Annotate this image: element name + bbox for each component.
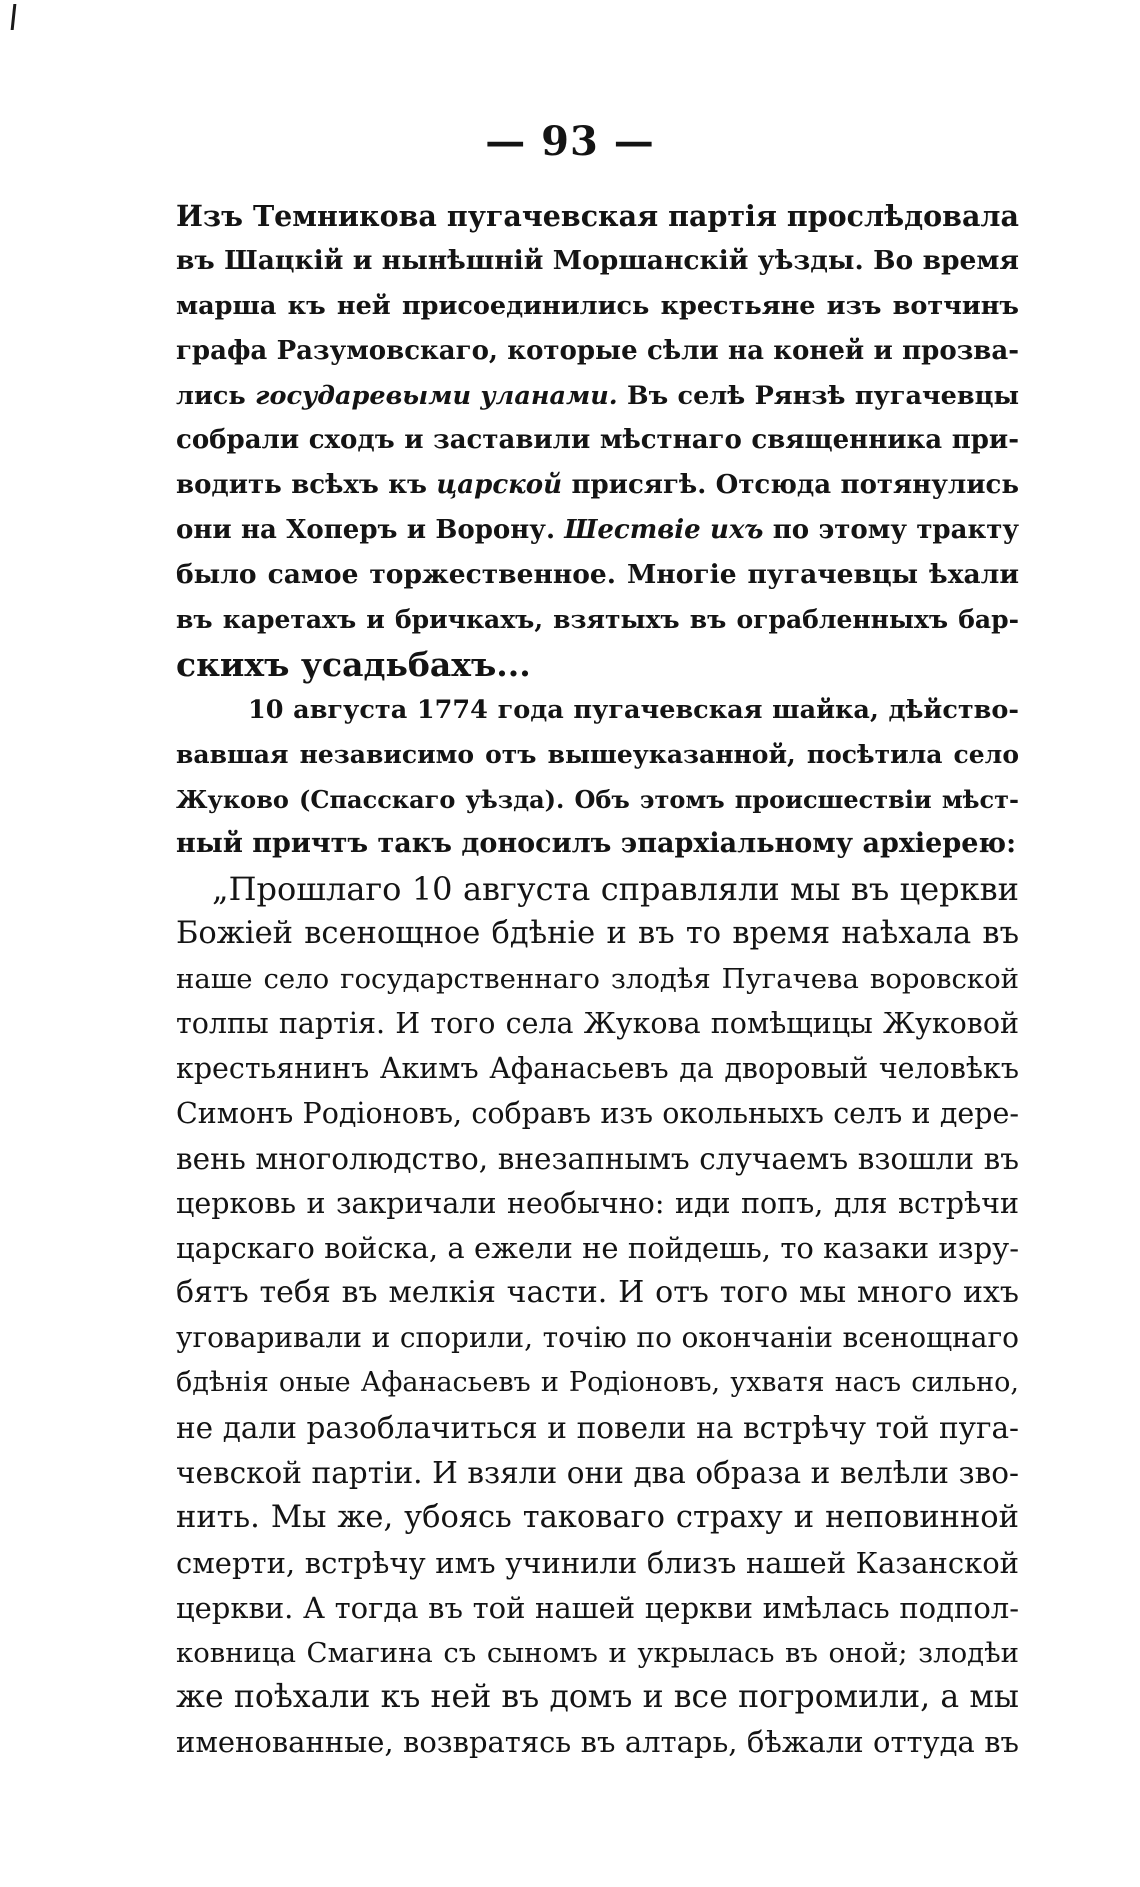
italic-text: Шествіе ихъ (564, 515, 764, 546)
text-segment: въ Шацкій и нынѣшній Моршанскій уѣзды. Во время (176, 244, 1019, 276)
text-line (176, 1182, 1019, 1227)
text-segment: наше село государственнаго злодѣя Пугачева воровской (176, 963, 1019, 996)
text-line (176, 1137, 1019, 1182)
text-line (176, 1496, 1019, 1541)
text-segment: толпы партія. И того села Жукова помѣщицы Жуковой (176, 1007, 1019, 1041)
text-line (176, 1451, 1019, 1496)
page-number: — 93 — (485, 118, 655, 165)
text-segment: скихъ усадьбахъ... (176, 644, 531, 684)
text-line (176, 957, 1019, 1002)
text-segment: чевской партіи. И взяли они два образа и велѣли зво- (176, 1455, 1019, 1490)
text-line (176, 643, 1019, 688)
text-segment: крестьянинъ Акимъ Афанасьевъ да дворовый человѣкъ (176, 1051, 1019, 1085)
text-segment: „Прошлаго 10 августа справляли мы въ церкви (212, 870, 1019, 909)
text-line (176, 284, 1019, 329)
text-segment: уговаривали и спорили, точію по окончаніи всенощнаго (176, 1321, 1019, 1355)
text-segment: Жуково (Спасскаго уѣзда). Объ этомъ происшествіи мѣст- (176, 784, 1019, 814)
italic-text: государевыми уланами. (255, 380, 618, 411)
text-segment: марша къ ней присоединились крестьяне изъ вотчинъ (176, 290, 1019, 321)
text-segment: они на Хоперъ и Ворону. (176, 515, 565, 546)
text-line (176, 1586, 1019, 1631)
text-segment: ковница Смагина съ сыномъ и укрылась въ оной; злодѣи (176, 1636, 1019, 1669)
text-line (176, 1631, 1019, 1676)
text-line (176, 1406, 1019, 1451)
text-line (176, 1226, 1019, 1271)
text-segment: собрали сходъ и заставили мѣстнаго священника при- (176, 425, 1019, 456)
text-segment: Божіей всенощное бдѣніе и въ то время наѣхала въ (176, 916, 1019, 952)
text-segment: присягѣ. Отсюда потянулись (562, 470, 1019, 501)
text-line (176, 1092, 1019, 1137)
text-segment: вень многолюдство, внезапнымъ случаемъ взошли въ (176, 1141, 1019, 1176)
text-segment: именованные, возвратясь въ алтарь, бѣжали оттуда въ (176, 1725, 1019, 1760)
text-line (176, 912, 1019, 957)
text-line (176, 778, 1019, 823)
text-segment: нить. Мы же, убоясь таковаго страху и неповинной (176, 1499, 1019, 1535)
text-line (176, 374, 1019, 419)
text-line (176, 418, 1019, 463)
text-segment: 10 августа 1774 года пугачевская шайка, дѣйство- (248, 694, 1019, 725)
text-line (176, 867, 1019, 912)
text-line (176, 733, 1019, 778)
text-line (176, 329, 1019, 374)
text-segment: графа Разумовскаго, которые сѣли на коней и прозва- (176, 335, 1019, 366)
text-segment: ный причтъ такъ доносилъ эпархіальному архіерею: (176, 828, 1017, 860)
text-segment: церкви. А тогда въ той нашей церкви имѣлась подпол- (176, 1590, 1019, 1625)
text-line (176, 1541, 1019, 1586)
text-segment: вавшая независимо отъ вышеуказанной, посѣтила село (176, 739, 1019, 769)
text-segment: же поѣхали къ ней въ домъ и все погромили, а мы (176, 1679, 1019, 1716)
italic-text: царской (436, 470, 563, 501)
text-line (176, 1002, 1019, 1047)
text-line (176, 688, 1019, 733)
text-segment: бятъ тебя въ мелкія части. И отъ того мы много ихъ (176, 1275, 1019, 1311)
text-segment: по этому тракту (763, 515, 1019, 546)
text-line (176, 822, 1019, 867)
text-segment: Въ селѣ Рянзѣ пугачевцы (617, 380, 1020, 411)
text-body (176, 194, 1019, 1765)
text-line (176, 194, 1019, 239)
text-line (176, 1047, 1019, 1092)
text-line (176, 598, 1019, 643)
text-segment: Изъ Темникова пугачевская партія прослѣдовала (176, 199, 1019, 233)
text-segment: лись (176, 380, 256, 411)
text-line (176, 1675, 1019, 1720)
text-line (176, 508, 1019, 553)
text-line (176, 1361, 1019, 1406)
text-segment: въ каретахъ и бричкахъ, взятыхъ въ ограбленныхъ бар- (176, 605, 1019, 635)
text-segment: было самое торжественное. Многіе пугачевцы ѣхали (176, 559, 1019, 591)
page-edge-mark (11, 4, 17, 30)
text-segment: Симонъ Родіоновъ, собравъ изъ окольныхъ селъ и дере- (176, 1096, 1019, 1130)
text-segment: смерти, встрѣчу имъ учинили близъ нашей Казанской (176, 1545, 1019, 1580)
text-segment: водить всѣхъ къ (176, 470, 437, 501)
text-line (176, 1720, 1019, 1765)
text-line (176, 1316, 1019, 1361)
text-segment: не дали разоблачиться и повели на встрѣчу той пуга- (176, 1411, 1019, 1446)
text-line (176, 239, 1019, 284)
text-line (176, 553, 1019, 598)
text-segment: бдѣнія оные Афанасьевъ и Родіоновъ, ухватя насъ сильно, (176, 1367, 1019, 1399)
text-segment: царскаго войска, а ежели не пойдешь, то казаки изру- (176, 1231, 1019, 1266)
text-segment: церковь и закричали необычно: иди попъ, для встрѣчи (176, 1186, 1019, 1220)
text-line (176, 1271, 1019, 1316)
text-line (176, 463, 1019, 508)
